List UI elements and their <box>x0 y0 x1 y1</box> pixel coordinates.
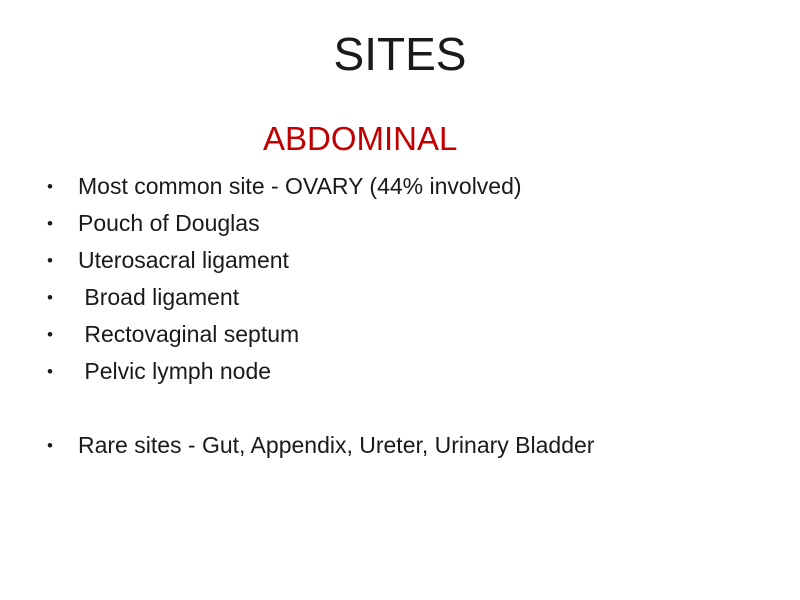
section-heading: ABDOMINAL <box>263 120 458 157</box>
bullet-icon: • <box>47 214 53 233</box>
list-item <box>47 242 289 279</box>
list-item <box>47 279 240 316</box>
list-item <box>47 205 260 242</box>
bullet-icon: • <box>47 251 53 270</box>
list-item-text: Pouch of Douglas <box>78 210 260 236</box>
list-item-text: Most common site - OVARY (44% involved) <box>78 173 522 199</box>
slide-title: SITES <box>333 28 467 80</box>
bullet-icon: • <box>47 288 53 307</box>
list-item <box>47 353 272 390</box>
list-item-text: Uterosacral ligament <box>78 247 289 273</box>
bullet-icon: • <box>47 177 53 196</box>
bullet-icon: • <box>47 362 53 381</box>
bullet-icon: • <box>47 325 53 344</box>
list-item <box>47 427 595 464</box>
list-item-text: Pelvic lymph node <box>78 358 272 384</box>
list-spacer <box>47 390 73 427</box>
list-item-text: Rectovaginal septum <box>78 321 300 347</box>
bullet-list <box>47 168 595 464</box>
list-item-text: Broad ligament <box>78 284 240 310</box>
list-item-text: Rare sites - Gut, Appendix, Ureter, Urinary Bladder <box>78 432 595 458</box>
list-item <box>47 316 300 353</box>
bullet-icon: • <box>47 436 53 455</box>
list-item <box>47 168 522 205</box>
